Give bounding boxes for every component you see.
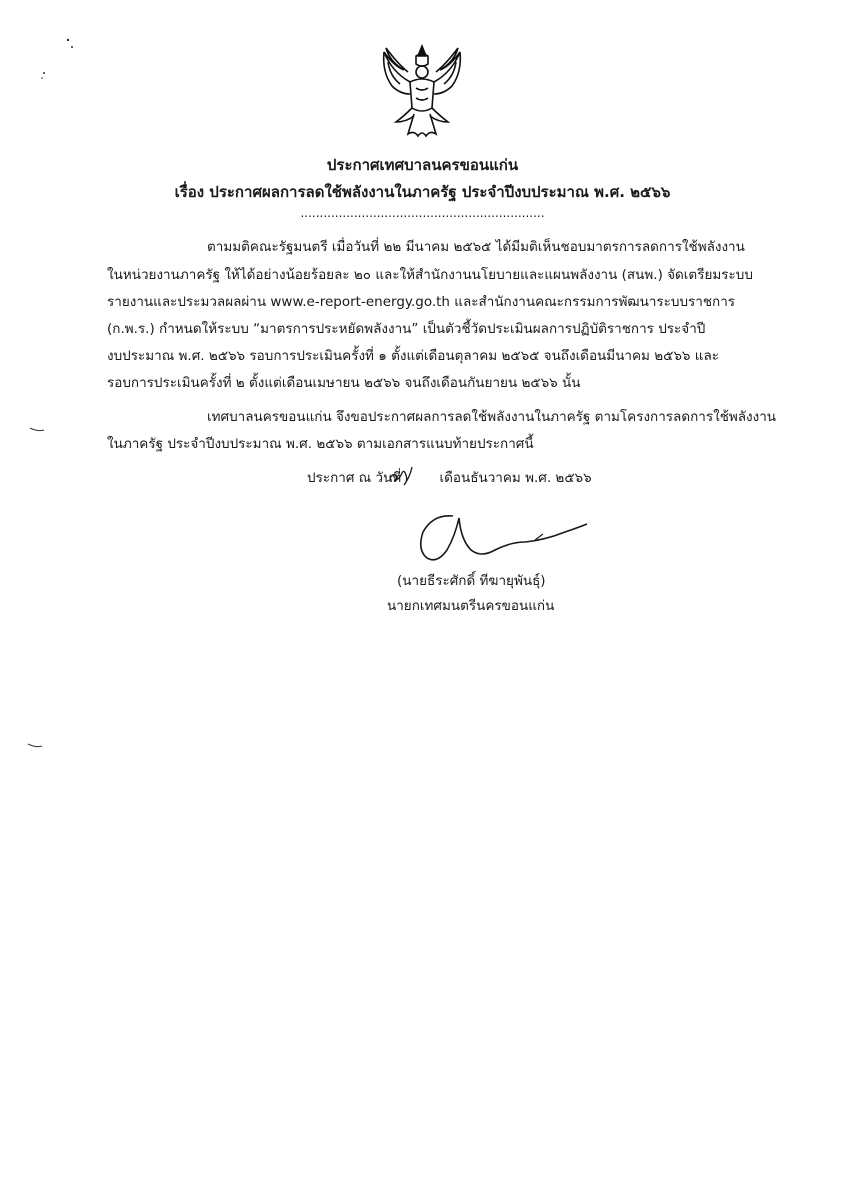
paragraph-1-line-6: รอบการประเมินครั้งที่ ๒ ตั้งแต่เดือนเมษายน ๒๕๖๖ จนถึงเดือนกันยายน ๒๕๖๖ นั้น (107, 375, 581, 391)
paragraph-1-line-4: (ก.พ.ร.) กำหนดให้ระบบ “มาตรการประหยัดพลังงาน” เป็นตัวชี้วัดประเมินผลการปฏิบัติราชการ ประจำปี (107, 321, 706, 337)
date-prefix: ประกาศ ณ วันที่ (307, 470, 402, 486)
signer-name: (นายธีระศักดิ์ ทีฆายุพันธุ์) (397, 573, 546, 589)
announcement-organization: ประกาศเทศบาลนครขอนแก่น (326, 156, 519, 174)
paragraph-1-line-5: งบประมาณ พ.ศ. ๒๕๖๖ รอบการประเมินครั้งที่ ๑ ตั้งแต่เดือนตุลาคม ๒๕๖๕ จนถึงเดือนมีนาคม ๒๕๖๖ และ (107, 348, 719, 364)
paragraph-1-line-3: รายงานและประมวลผลผ่าน www.e-report-energy.go.th และสำนักงานคณะกรรมการพัฒนาระบบราชการ (107, 294, 736, 310)
paragraph-2-line-1: เทศบาลนครขอนแก่น จึงขอประกาศผลการลดใช้พลังงานในภาครัฐ ตามโครงการลดการใช้พลังงาน (207, 409, 777, 425)
signer-title: นายกเทศมนตรีนครขอนแก่น (387, 598, 555, 614)
handwritten-day-icon (386, 465, 416, 489)
paragraph-1-line-1: ตามมติคณะรัฐมนตรี เมื่อวันที่ ๒๒ มีนาคม ๒๕๖๕ ได้มีมติเห็นชอบมาตรการลดการใช้พลังงาน (207, 239, 745, 255)
handwritten-signature-icon (415, 506, 590, 566)
announcement-subject: เรื่อง ประกาศผลการลดใช้พลังงานในภาครัฐ ประจำปีงบประมาณ พ.ศ. ๒๕๖๖ (174, 183, 671, 201)
paragraph-1-line-2: ในหน่วยงานภาครัฐ ให้ได้อย่างน้อยร้อยละ ๒๐ และให้สำนักงานนโยบายและแผนพลังงาน (สนพ.) จัดเตรียมระบบ (107, 267, 753, 283)
date-suffix: เดือนธันวาคม พ.ศ. ๒๕๖๖ (435, 470, 592, 486)
separator-dots: ................................................................ (300, 206, 545, 220)
announcement-date (307, 468, 592, 488)
garuda-emblem-icon (378, 42, 466, 142)
paragraph-2-line-2: ในภาครัฐ ประจำปีงบประมาณ พ.ศ. ๒๕๖๖ ตามเอกสารแนบท้ายประกาศนี้ (107, 436, 534, 452)
